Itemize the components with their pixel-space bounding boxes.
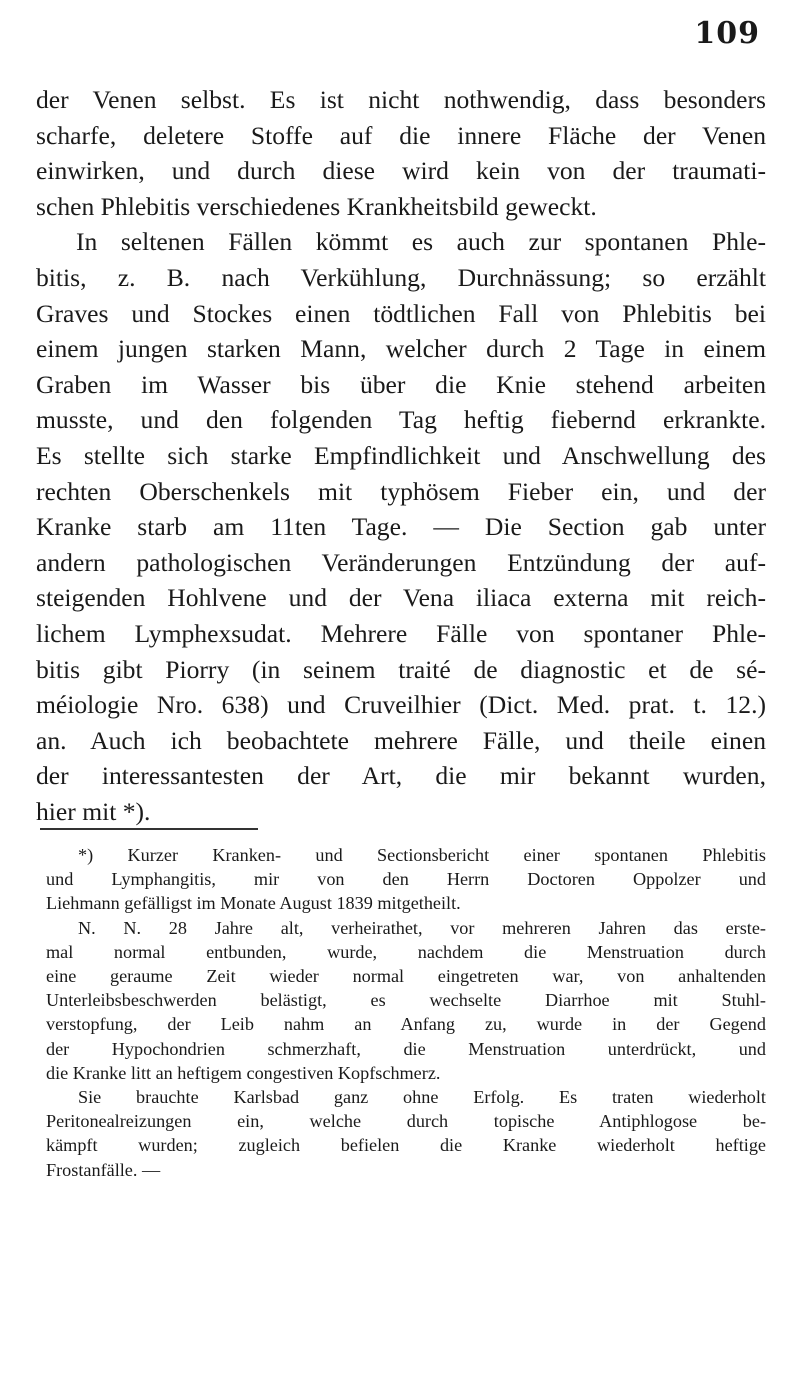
footnote-line: verstopfung, der Leib nahm an Anfang zu, wurde in der Gegend	[46, 1014, 766, 1035]
footnote-line: Unterleibsbeschwerden belästigt, es wechselte Diarrhoe mit Stuhl-	[46, 990, 766, 1011]
text-line: andern pathologischen Veränderungen Entzündung der auf-	[36, 547, 766, 577]
text-line: musste, und den folgenden Tag heftig fiebernd erkrankte.	[36, 405, 766, 435]
footnote-line: die Kranke litt an heftigem congestiven Kopfschmerz.	[46, 1062, 441, 1083]
footnote-line: Liehmann gefälligst im Monate August 1839 mitgetheilt.	[46, 893, 461, 914]
footnote-line: Sie brauchte Karlsbad ganz ohne Erfolg. Es traten wiederholt	[78, 1087, 766, 1108]
text-line: hier mit *).	[36, 796, 151, 826]
text-line: steigenden Hohlvene und der Vena iliaca externa mit reich-	[36, 583, 766, 613]
footnote-line: kämpft wurden; zugleich befielen die Kranke wiederholt heftige	[46, 1135, 766, 1156]
footnote-line: eine geraume Zeit wieder normal eingetreten war, von anhaltenden	[46, 966, 766, 987]
text-line: rechten Oberschenkels mit typhösem Fieber ein, und der	[36, 476, 766, 506]
footnote-line: Peritonealreizungen ein, welche durch topische Antiphlogose be-	[46, 1111, 766, 1132]
text-line: der interessantesten der Art, die mir bekannt wurden,	[36, 761, 766, 791]
footnote-line: und Lymphangitis, mir von den Herrn Doctoren Oppolzer und	[46, 869, 766, 890]
footnote-block	[46, 843, 766, 1182]
page-number: 109	[694, 16, 760, 51]
footnote-line: mal normal entbunden, wurde, nachdem die Menstruation durch	[46, 941, 766, 962]
text-line: Kranke starb am 11ten Tage. — Die Section gab unter	[36, 512, 766, 542]
text-line: Graben im Wasser bis über die Knie stehend arbeiten	[36, 369, 766, 399]
text-line: schen Phlebitis verschiedenes Krankheitsbild geweckt.	[36, 191, 597, 221]
footnote-line: *) Kurzer Kranken- und Sectionsbericht einer spontanen Phlebitis	[78, 845, 766, 865]
text-line: einem jungen starken Mann, welcher durch 2 Tage in einem	[36, 334, 766, 364]
text-line: Graves und Stockes einen tödtlichen Fall von Phlebitis bei	[36, 298, 766, 328]
text-line: scharfe, deletere Stoffe auf die innere Fläche der Venen	[36, 120, 766, 150]
footnote-line: Frostanfälle. —	[46, 1159, 161, 1180]
footnote-line: N. N. 28 Jahre alt, verheirathet, vor mehreren Jahren das erste-	[78, 917, 766, 938]
text-line: bitis gibt Piorry (in seinem traité de diagnostic et de sé-	[36, 654, 766, 684]
footnote-line: der Hypochondrien schmerzhaft, die Menstruation unterdrückt, und	[46, 1038, 766, 1059]
footnote-divider	[40, 828, 258, 830]
text-line: der Venen selbst. Es ist nicht nothwendig, dass besonders	[36, 85, 766, 114]
text-line: bitis, z. B. nach Verkühlung, Durchnässung; so erzählt	[36, 262, 766, 292]
text-line: einwirken, und durch diese wird kein von der traumati-	[36, 156, 766, 186]
text-line: méiologie Nro. 638) und Cruveilhier (Dict. Med. prat. t. 12.)	[36, 690, 766, 720]
text-line: In seltenen Fällen kömmt es auch zur spontanen Phle-	[76, 227, 766, 257]
text-line: Es stellte sich starke Empfindlichkeit und Anschwellung des	[36, 440, 766, 470]
text-line: lichem Lymphexsudat. Mehrere Fälle von spontaner Phle-	[36, 618, 766, 648]
main-text-block	[36, 82, 766, 829]
text-line: an. Auch ich beobachtete mehrere Fälle, und theile einen	[36, 725, 766, 755]
